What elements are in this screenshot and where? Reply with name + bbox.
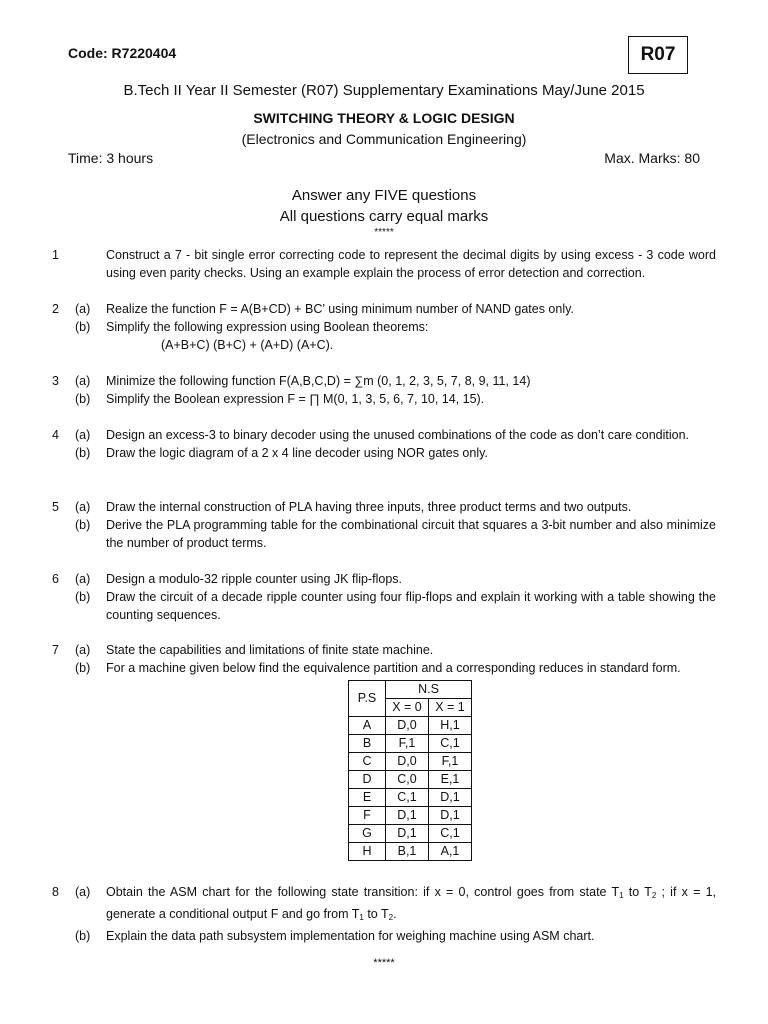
instruction-line-2: All questions carry equal marks <box>279 208 489 225</box>
subject-title: SWITCHING THEORY & LOGIC DESIGN <box>253 110 515 126</box>
question-text-b: Simplify the Boolean expression F = ∏ M(0, 1, 3, 5, 6, 7, 10, 14, 15). <box>106 392 485 406</box>
table-row <box>349 753 472 771</box>
table-cell: C,1 <box>429 735 472 753</box>
table-cell: D,1 <box>429 789 472 807</box>
part-label-a: (a) <box>75 428 91 442</box>
part-label-a: (a) <box>75 643 91 657</box>
table-cell: D,0 <box>386 717 429 735</box>
table-cell: F,1 <box>386 735 429 753</box>
table-cell: D,0 <box>386 753 429 771</box>
question-8 <box>0 883 768 945</box>
part-label-b: (b) <box>75 518 91 532</box>
ps-header: P.S <box>349 681 386 717</box>
boolean-expression: (A+B+C) (B+C) + (A+D) (A+C). <box>161 338 334 352</box>
table-cell: G <box>349 825 386 843</box>
question-text-a: Design a modulo-32 ripple counter using JK flip-flops. <box>106 572 402 586</box>
question-text-b: For a machine given below find the equivalence partition and a corresponding reduces in standard form. <box>106 661 681 675</box>
table-cell: B,1 <box>386 843 429 861</box>
table-cell: A <box>349 717 386 735</box>
question-6 <box>0 570 768 624</box>
question-4 <box>0 426 768 462</box>
table-row <box>349 771 472 789</box>
table-cell: C,1 <box>386 789 429 807</box>
part-label-a: (a) <box>75 572 91 586</box>
exam-title: B.Tech II Year II Semester (R07) Supplementary Examinations May/June 2015 <box>123 82 645 99</box>
max-marks: Max. Marks: 80 <box>604 150 700 166</box>
table-row <box>349 807 472 825</box>
end-stars: ***** <box>373 957 395 969</box>
part-label-a: (a) <box>75 374 91 388</box>
table-cell: E,1 <box>429 771 472 789</box>
question-7 <box>0 641 768 677</box>
question-text: Construct a 7 - bit single error correcting code to represent the decimal digits by using excess - 3 code word using even parity checks. Using an example explain the process of error detection and correction. <box>106 248 716 280</box>
table-row <box>349 825 472 843</box>
branch-name: (Electronics and Communication Engineering) <box>241 131 527 147</box>
table-row <box>349 789 472 807</box>
separator-stars: ***** <box>374 227 394 238</box>
instruction-line-1: Answer any FIVE questions <box>291 187 477 204</box>
table-row <box>349 843 472 861</box>
question-number: 4 <box>52 428 59 442</box>
question-number: 7 <box>52 643 59 657</box>
question-number: 6 <box>52 572 59 586</box>
table-cell: C <box>349 753 386 771</box>
question-text-a: Design an excess-3 to binary decoder using the unused combinations of the code as don’t care condition. <box>106 428 690 442</box>
question-text-b: Draw the logic diagram of a 2 x 4 line decoder using NOR gates only. <box>106 446 488 460</box>
question-number: 1 <box>52 248 59 262</box>
question-text-a: Draw the internal construction of PLA having three inputs, three product terms and two outputs. <box>106 500 632 514</box>
x1-header: X = 1 <box>429 699 472 717</box>
table-cell: H <box>349 843 386 861</box>
question-2 <box>0 300 768 354</box>
question-1 <box>0 246 768 282</box>
table-cell: H,1 <box>429 717 472 735</box>
part-label-b: (b) <box>75 590 91 604</box>
question-number: 5 <box>52 500 59 514</box>
part-label-a: (a) <box>75 885 91 899</box>
part-label-b: (b) <box>75 661 91 675</box>
regulation-badge: R07 <box>628 36 688 74</box>
table-cell: A,1 <box>429 843 472 861</box>
table-cell: C,1 <box>429 825 472 843</box>
table-row <box>349 735 472 753</box>
paper-code: Code: R7220404 <box>68 45 177 61</box>
table-row <box>349 717 472 735</box>
question-number: 2 <box>52 302 59 316</box>
question-text-b: Simplify the following expression using Boolean theorems: <box>106 320 429 334</box>
table-cell: D,1 <box>429 807 472 825</box>
part-label-a: (a) <box>75 500 91 514</box>
question-text-b: Derive the PLA programming table for the combinational circuit that squares a 3-bit number and also minimize the number of product terms. <box>106 518 716 550</box>
table-cell: D,1 <box>386 825 429 843</box>
part-label-b: (b) <box>75 929 91 943</box>
question-text-a: State the capabilities and limitations of finite state machine. <box>106 643 434 657</box>
part-label-b: (b) <box>75 320 91 334</box>
table-cell: B <box>349 735 386 753</box>
question-text-b: Draw the circuit of a decade ripple counter using four flip-flops and explain it working with a table showing the counting sequences. <box>106 590 716 622</box>
table-cell: F,1 <box>429 753 472 771</box>
part-label-b: (b) <box>75 446 91 460</box>
ns-header: N.S <box>386 681 472 699</box>
part-label-b: (b) <box>75 392 91 406</box>
part-label-a: (a) <box>75 302 91 316</box>
question-text-a: Minimize the following function F(A,B,C,D) = ∑m (0, 1, 2, 3, 5, 7, 8, 9, 11, 14) <box>106 374 531 388</box>
question-text-a: Obtain the ASM chart for the following state transition: if x = 0, control goes from state $T_1$ to $T_2$ ; if x = 1, generate a conditional output F and go from $T_1$ to $T_2$. <box>106 885 717 922</box>
state-table <box>348 680 472 861</box>
question-number: 8 <box>52 885 59 899</box>
table-cell: D,1 <box>386 807 429 825</box>
question-text-b: Explain the data path subsystem implementation for weighing machine using ASM chart. <box>106 929 595 943</box>
question-number: 3 <box>52 374 59 388</box>
x0-header: X = 0 <box>386 699 429 717</box>
table-cell: C,0 <box>386 771 429 789</box>
table-cell: D <box>349 771 386 789</box>
table-cell: E <box>349 789 386 807</box>
table-cell: F <box>349 807 386 825</box>
question-5 <box>0 498 768 552</box>
question-text-a: Realize the function F = A(B+CD) + BC’ using minimum number of NAND gates only. <box>106 302 574 316</box>
time-allowed: Time: 3 hours <box>68 150 154 166</box>
question-3 <box>0 372 768 408</box>
